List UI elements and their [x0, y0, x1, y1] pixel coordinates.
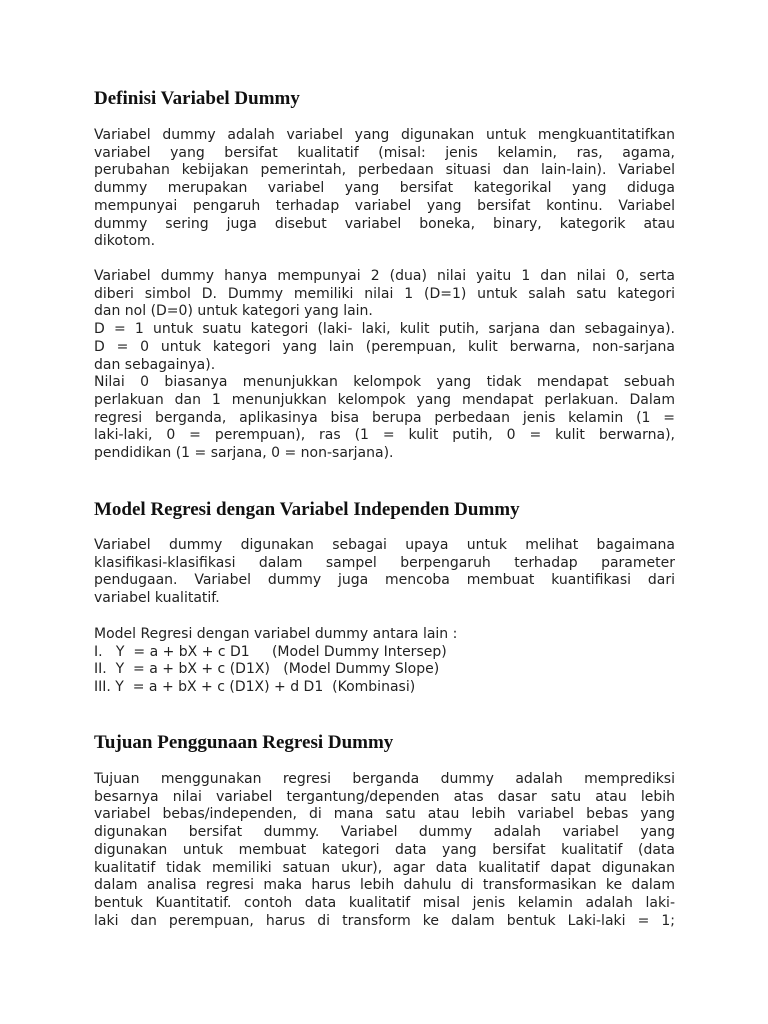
text-line: digunakan bersifat dummy. Variabel dummy adalah variabel yang	[94, 824, 675, 841]
text-line: diberi simbol D. Dummy memiliki nilai 1 (D=1) untuk salah satu kategori	[94, 285, 675, 302]
list-item: I. Y = a + bX + c D1 (Model Dummy Intersep)	[94, 643, 447, 660]
text-line: Variabel dummy hanya mempunyai 2 (dua) nilai yaitu 1 dan nilai 0, serta	[94, 268, 675, 284]
list-item: III. Y = a + bX + c (D1X) + d D1 (Kombinasi)	[94, 679, 416, 696]
text-line: D = 0 untuk kategori yang lain (perempuan, kulit berwarna, non-sarjana	[94, 338, 675, 355]
text-line: mempunyai pengaruh terhadap variabel yang bersifat kontinu. Variabel	[94, 197, 675, 214]
paragraph-model-list	[94, 626, 675, 697]
text-line: dan nol (D=0) untuk kategori yang lain.	[94, 303, 373, 320]
text-line: regresi berganda, aplikasinya bisa berupa perbedaan jenis kelamin (1 =	[94, 409, 675, 426]
paragraph-definisi	[94, 127, 675, 251]
text-line: variabel yang bersifat kualitatif (misal: jenis kelamin, ras, agama,	[94, 144, 675, 161]
text-line: dan sebagainya).	[94, 356, 216, 373]
paragraph-nilai-dummy	[94, 268, 675, 463]
text-line: Tujuan menggunakan regresi berganda dummy adalah memprediksi	[94, 771, 675, 787]
text-line: pendugaan. Variabel dummy juga mencoba membuat kuantifikasi dari	[94, 572, 675, 589]
paragraph-model-regresi	[94, 537, 675, 608]
section-heading-tujuan: Tujuan Penggunaan Regresi Dummy	[94, 732, 394, 753]
text-line: dummy sering juga disebut variabel boneka, binary, kategorik atau	[94, 215, 675, 232]
text-line: laki-laki, 0 = perempuan), ras (1 = kulit putih, 0 = kulit berwarna),	[94, 427, 675, 444]
text-line: D = 1 untuk suatu kategori (laki- laki, kulit putih, sarjana dan sebagainya).	[94, 321, 675, 338]
text-line: bentuk Kuantitatif. contoh data kualitatif misal jenis kelamin adalah laki-	[94, 894, 675, 911]
list-item: II. Y = a + bX + c (D1X) (Model Dummy Slope)	[94, 661, 440, 678]
text-line: perlakuan dan 1 menunjukkan kelompok yang mendapat perlakuan. Dalam	[94, 391, 675, 408]
text-line: variabel bebas/independen, di mana satu atau lebih variabel bebas yang	[94, 806, 675, 823]
text-line: Model Regresi dengan variabel dummy antara lain :	[94, 626, 458, 642]
text-line: besarnya nilai variabel tergantung/dependen atas dasar satu atau lebih	[94, 788, 675, 805]
text-line: Variabel dummy digunakan sebagai upaya untuk melihat bagaimana	[94, 537, 675, 553]
text-line: Variabel dummy adalah variabel yang digunakan untuk mengkuantitatifkan	[94, 127, 675, 143]
text-line: digunakan untuk membuat kategori data yang bersifat kualitatif (data	[94, 841, 675, 858]
text-line: dikotom.	[94, 233, 156, 250]
section-heading-definisi: Definisi Variabel Dummy	[94, 88, 300, 109]
text-line: perubahan kebijakan pemerintah, perbedaan situasi dan lain-lain). Variabel	[94, 162, 675, 179]
section-heading-model-regresi: Model Regresi dengan Variabel Independen Dummy	[94, 499, 520, 520]
text-line: klasifikasi-klasifikasi dalam sampel berpengaruh terhadap parameter	[94, 554, 675, 571]
text-line: laki dan perempuan, harus di transform ke dalam bentuk Laki-laki = 1;	[94, 912, 675, 929]
text-line: Nilai 0 biasanya menunjukkan kelompok yang tidak mendapat sebuah	[94, 374, 675, 391]
text-line: variabel kualitatif.	[94, 590, 220, 607]
text-line: dummy merupakan variabel yang bersifat kategorikal yang diduga	[94, 180, 675, 197]
paragraph-tujuan	[94, 771, 675, 930]
text-line: pendidikan (1 = sarjana, 0 = non-sarjana).	[94, 445, 394, 462]
text-line: kualitatif tidak memiliki satuan ukur), agar data kualitatif dapat digunakan	[94, 859, 675, 876]
text-line: dalam analisa regresi maka harus lebih dahulu di transformasikan ke dalam	[94, 877, 675, 894]
